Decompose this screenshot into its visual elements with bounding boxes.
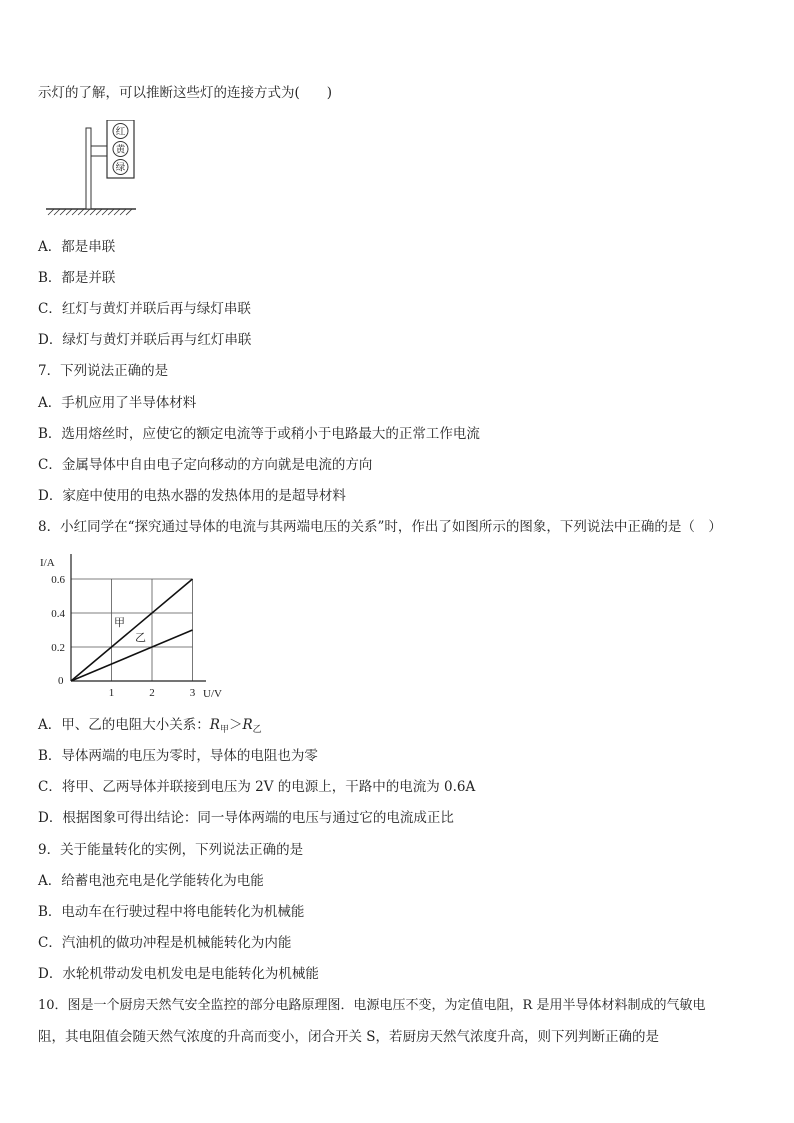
q9-option-d: D．水轮机带动发电机发电是电能转化为机械能	[38, 966, 319, 982]
yellow-light-label: 黄	[115, 145, 126, 156]
q6-stem-tail: 示灯的了解，可以推断这些灯的连接方式为( )	[38, 85, 333, 101]
series-label-jia: 甲	[114, 617, 125, 629]
q8-option-c: C．将甲、乙两导体并联接到电压为 2V 的电源上，干路中的电流为 0.6A	[38, 779, 476, 795]
x-axis-label: U/V	[203, 688, 222, 700]
chart-series	[71, 579, 193, 681]
q8-option-b: B．导体两端的电压为零时，导体的电阻也为零	[38, 748, 318, 764]
series-line-yi	[71, 630, 193, 681]
q6-option-a: A．都是串联	[38, 239, 116, 255]
q9-option-b: B．电动车在行驶过程中将电能转化为机械能	[38, 904, 305, 920]
green-light-label: 绿	[115, 163, 126, 174]
y-axis-label: I/A	[40, 557, 55, 569]
q10-line-2: 阻，其电阻值会随天然气浓度的升高而变小，闭合开关 S，若厨房天然气浓度升高，则下列判断正确的是	[38, 1029, 660, 1045]
bracket	[91, 146, 107, 156]
q8-r-symbol: R	[209, 717, 220, 733]
q7-option-b: B．选用熔丝时，应使它的额定电流等于或稍小于电路最大的正常工作电流	[38, 426, 480, 442]
y-tick-label-0.6: 0.6	[51, 574, 65, 586]
q10-line-1: 10．图是一个厨房天然气安全监控的部分电路原理图．电源电压不变，为定值电阻，R 是用半导体材料制成的气敏电	[38, 998, 706, 1013]
y-tick-label-0.4: 0.4	[51, 608, 65, 620]
q7-option-a: A．手机应用了半导体材料	[38, 395, 197, 411]
q8-r-symbol-2: R	[242, 717, 253, 733]
q6-option-c: C．红灯与黄灯并联后再与绿灯串联	[38, 301, 251, 317]
q8-option-a	[38, 716, 262, 736]
x-tick-label-3: 3	[189, 687, 196, 699]
q9-option-c: C．汽油机的做功冲程是机械能转化为内能	[38, 935, 292, 951]
q6-option-b: B．都是并联	[38, 270, 116, 286]
x-tick-label-2: 2	[149, 687, 155, 699]
q7-option-d: D．家庭中使用的电热水器的发热体用的是超导材料	[38, 488, 346, 504]
q8-gt-symbol: ＞	[228, 717, 243, 733]
q8-stem: 8．小红同学在“探究通过导体的电流与其两端电压的关系”时，作出了如图所示的图象，下列说法中正确的是（ ）	[38, 519, 722, 535]
ground-hatch	[46, 209, 136, 215]
iv-chart	[36, 550, 236, 705]
series-label-yi: 乙	[135, 632, 146, 644]
q7-option-c: C．金属导体中自由电子定向移动的方向就是电流的方向	[38, 457, 373, 473]
q8-option-d: D．根据图象可得出结论：同一导体两端的电压与通过它的电流成正比	[38, 810, 454, 826]
red-light-label: 红	[115, 127, 126, 138]
x-tick-label-1: 1	[108, 687, 115, 699]
q9-option-a: A．给蓄电池充电是化学能转化为电能	[38, 873, 264, 889]
series-line-jia	[71, 579, 193, 681]
q8-option-a-prefix: A．甲、乙的电阻大小关系：	[38, 717, 210, 733]
chart-axes	[71, 554, 206, 681]
q9-stem: 9．关于能量转化的实例，下列说法正确的是	[38, 842, 304, 858]
y-tick-label-0.2: 0.2	[51, 642, 65, 654]
q6-option-d: D．绿灯与黄灯并联后再与红灯串联	[38, 332, 252, 348]
q8-r-sub-yi: 乙	[252, 725, 262, 735]
origin-label: 0	[58, 675, 64, 687]
pole	[86, 128, 91, 209]
q7-stem: 7．下列说法正确的是	[38, 363, 169, 379]
q8-r-sub-jia: 甲	[219, 725, 229, 735]
traffic-light-figure	[44, 120, 144, 216]
